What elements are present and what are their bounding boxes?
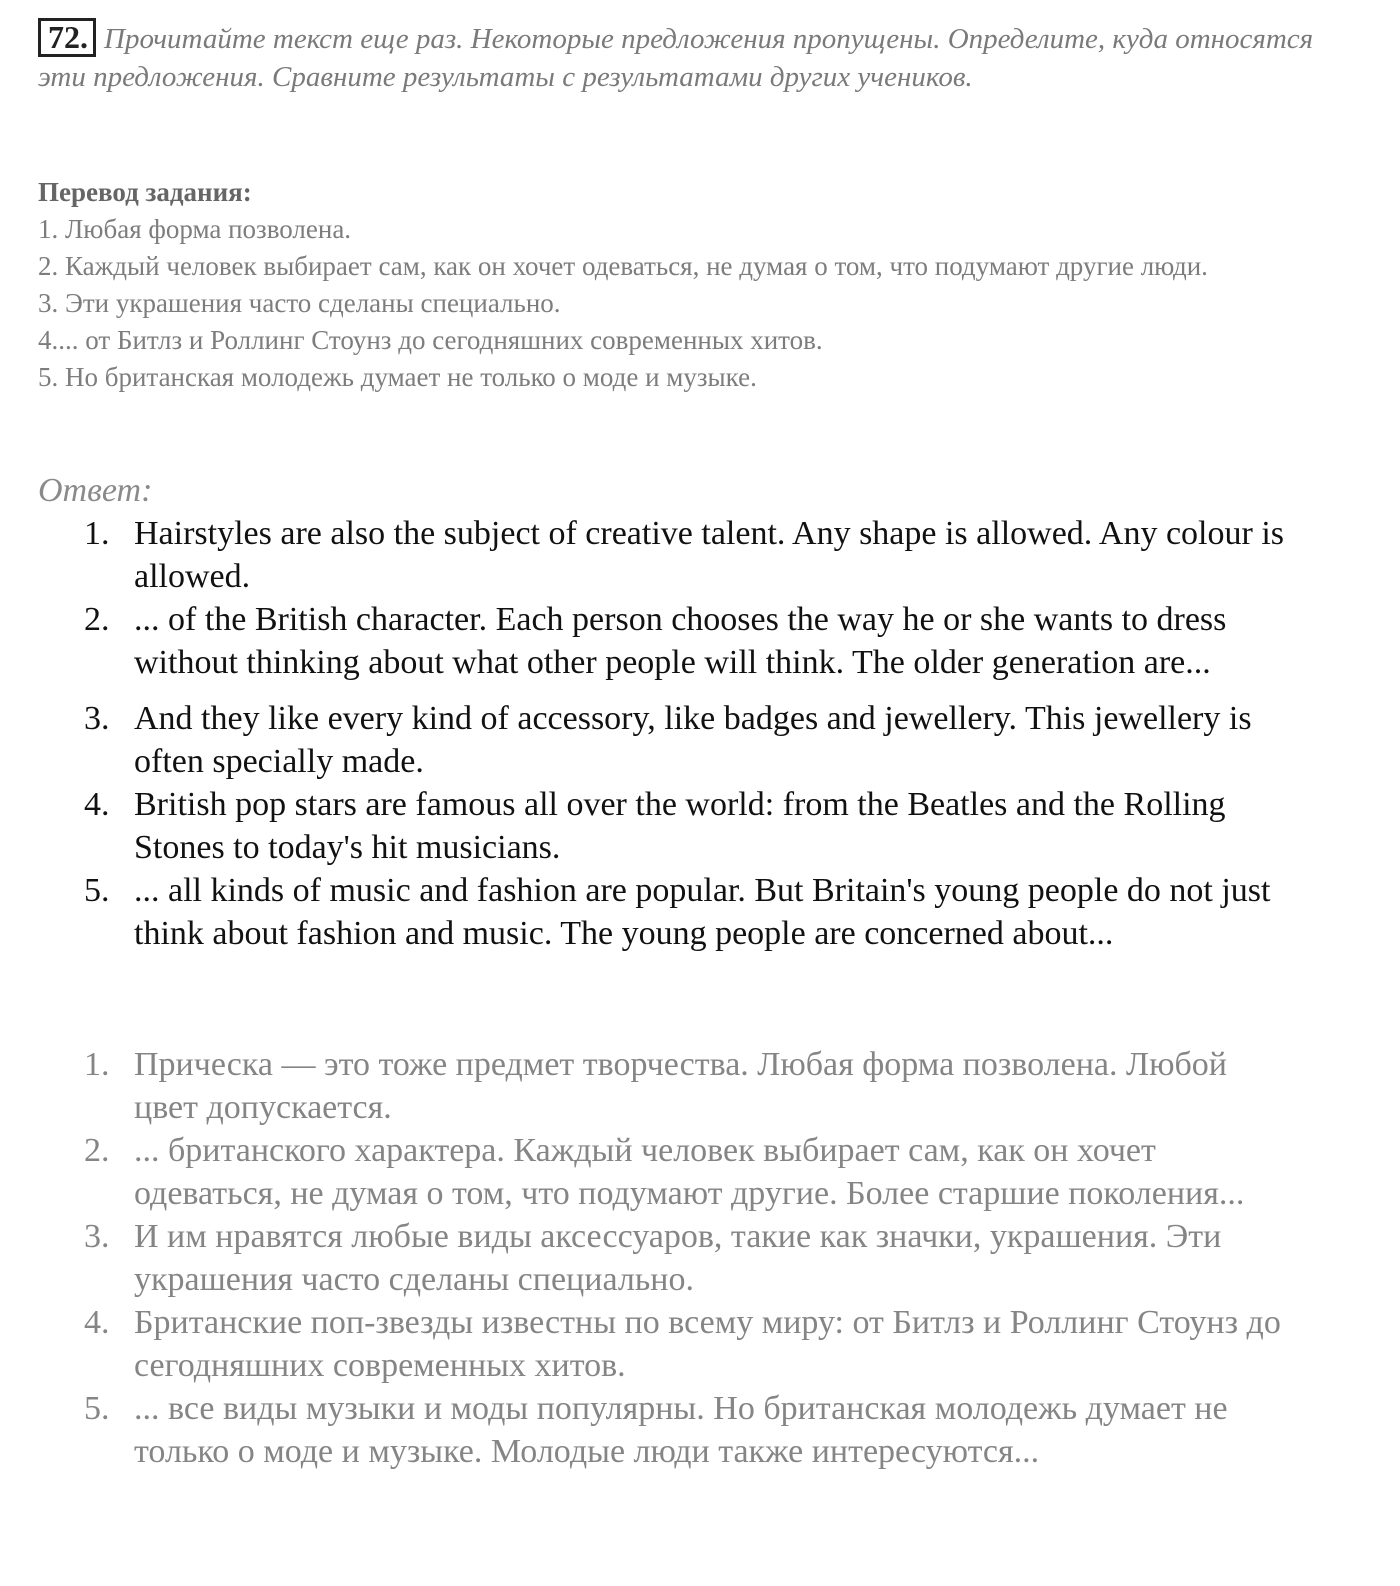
item-number: 2.: [84, 1132, 110, 1169]
answer-label: Ответ:: [38, 472, 153, 509]
russian-answer-list: [0, 1043, 1400, 1473]
item-text: Прическа — это тоже предмет творчества. Любая форма позволена. Любой цвет допускается.: [134, 1046, 1227, 1126]
list-item: [0, 1129, 1400, 1215]
item-text: И им нравятся любые виды аксессуаров, такие как значки, украшения. Эти украшения часто сделаны специально.: [134, 1218, 1222, 1298]
list-item: [0, 1387, 1400, 1473]
item-text: Британские поп-звезды известны по всему миру: от Битлз и Роллинг Стоунз до сегодняшних современных хитов.: [134, 1304, 1281, 1384]
translation-line: 4.... от Битлз и Роллинг Стоунз до сегодняшних современных хитов.: [38, 325, 823, 355]
english-answer-list: [0, 512, 1400, 955]
item-number: 2.: [84, 601, 110, 638]
translation-line: 1. Любая форма позволена.: [38, 214, 352, 244]
item-number: 1.: [84, 1046, 110, 1083]
list-item: [0, 512, 1400, 598]
item-number: 5.: [84, 1390, 110, 1427]
item-text: ... все виды музыки и моды популярны. Но британская молодежь думает не только о моде и музыке. Молодые люди также интересуются...: [134, 1390, 1228, 1470]
list-item: [0, 1301, 1400, 1387]
task-header: [38, 18, 1338, 96]
task-number: 72.: [38, 18, 96, 57]
item-text: ... of the British character. Each person chooses the way he or she wants to dress without thinking about what other people will think. The older generation are...: [134, 601, 1227, 681]
item-number: 4.: [84, 786, 110, 823]
item-text: And they like every kind of accessory, like badges and jewellery. This jewellery is often specially made.: [134, 700, 1252, 780]
translation-line: 3. Эти украшения часто сделаны специально.: [38, 288, 561, 318]
item-text: ... британского характера. Каждый человек выбирает сам, как он хочет одеваться, не думая о том, что подумают другие. Более старшие поколения...: [134, 1132, 1245, 1212]
list-item: [0, 1215, 1400, 1301]
item-number: 5.: [84, 872, 110, 909]
item-text: Hairstyles are also the subject of creative talent. Any shape is allowed. Any colour is allowed.: [134, 515, 1285, 595]
list-item: [0, 869, 1400, 955]
translation-line: 5. Но британская молодежь думает не только о моде и музыке.: [38, 362, 757, 392]
task-instruction: Прочитайте текст еще раз. Некоторые предложения пропущены. Определите, куда относятся эти предложения. Сравните результаты с результатами других учеников.: [38, 23, 1314, 93]
item-text: ... all kinds of music and fashion are popular. But Britain's young people do not just think about fashion and music. The young people are concerned about...: [134, 872, 1271, 952]
translation-line: 2. Каждый человек выбирает сам, как он хочет одеваться, не думая о том, что подумают другие люди.: [38, 251, 1208, 281]
item-number: 3.: [84, 700, 110, 737]
list-item: [0, 598, 1400, 684]
item-text: British pop stars are famous all over the world: from the Beatles and the Rolling Stones to today's hit musicians.: [134, 786, 1226, 866]
item-number: 3.: [84, 1218, 110, 1255]
item-number: 4.: [84, 1304, 110, 1341]
list-item: [0, 1043, 1400, 1129]
list-item: [0, 783, 1400, 869]
translation-section: [38, 174, 1338, 396]
translation-title: Перевод задания:: [38, 177, 252, 207]
item-number: 1.: [84, 515, 110, 552]
list-item: [0, 697, 1400, 783]
